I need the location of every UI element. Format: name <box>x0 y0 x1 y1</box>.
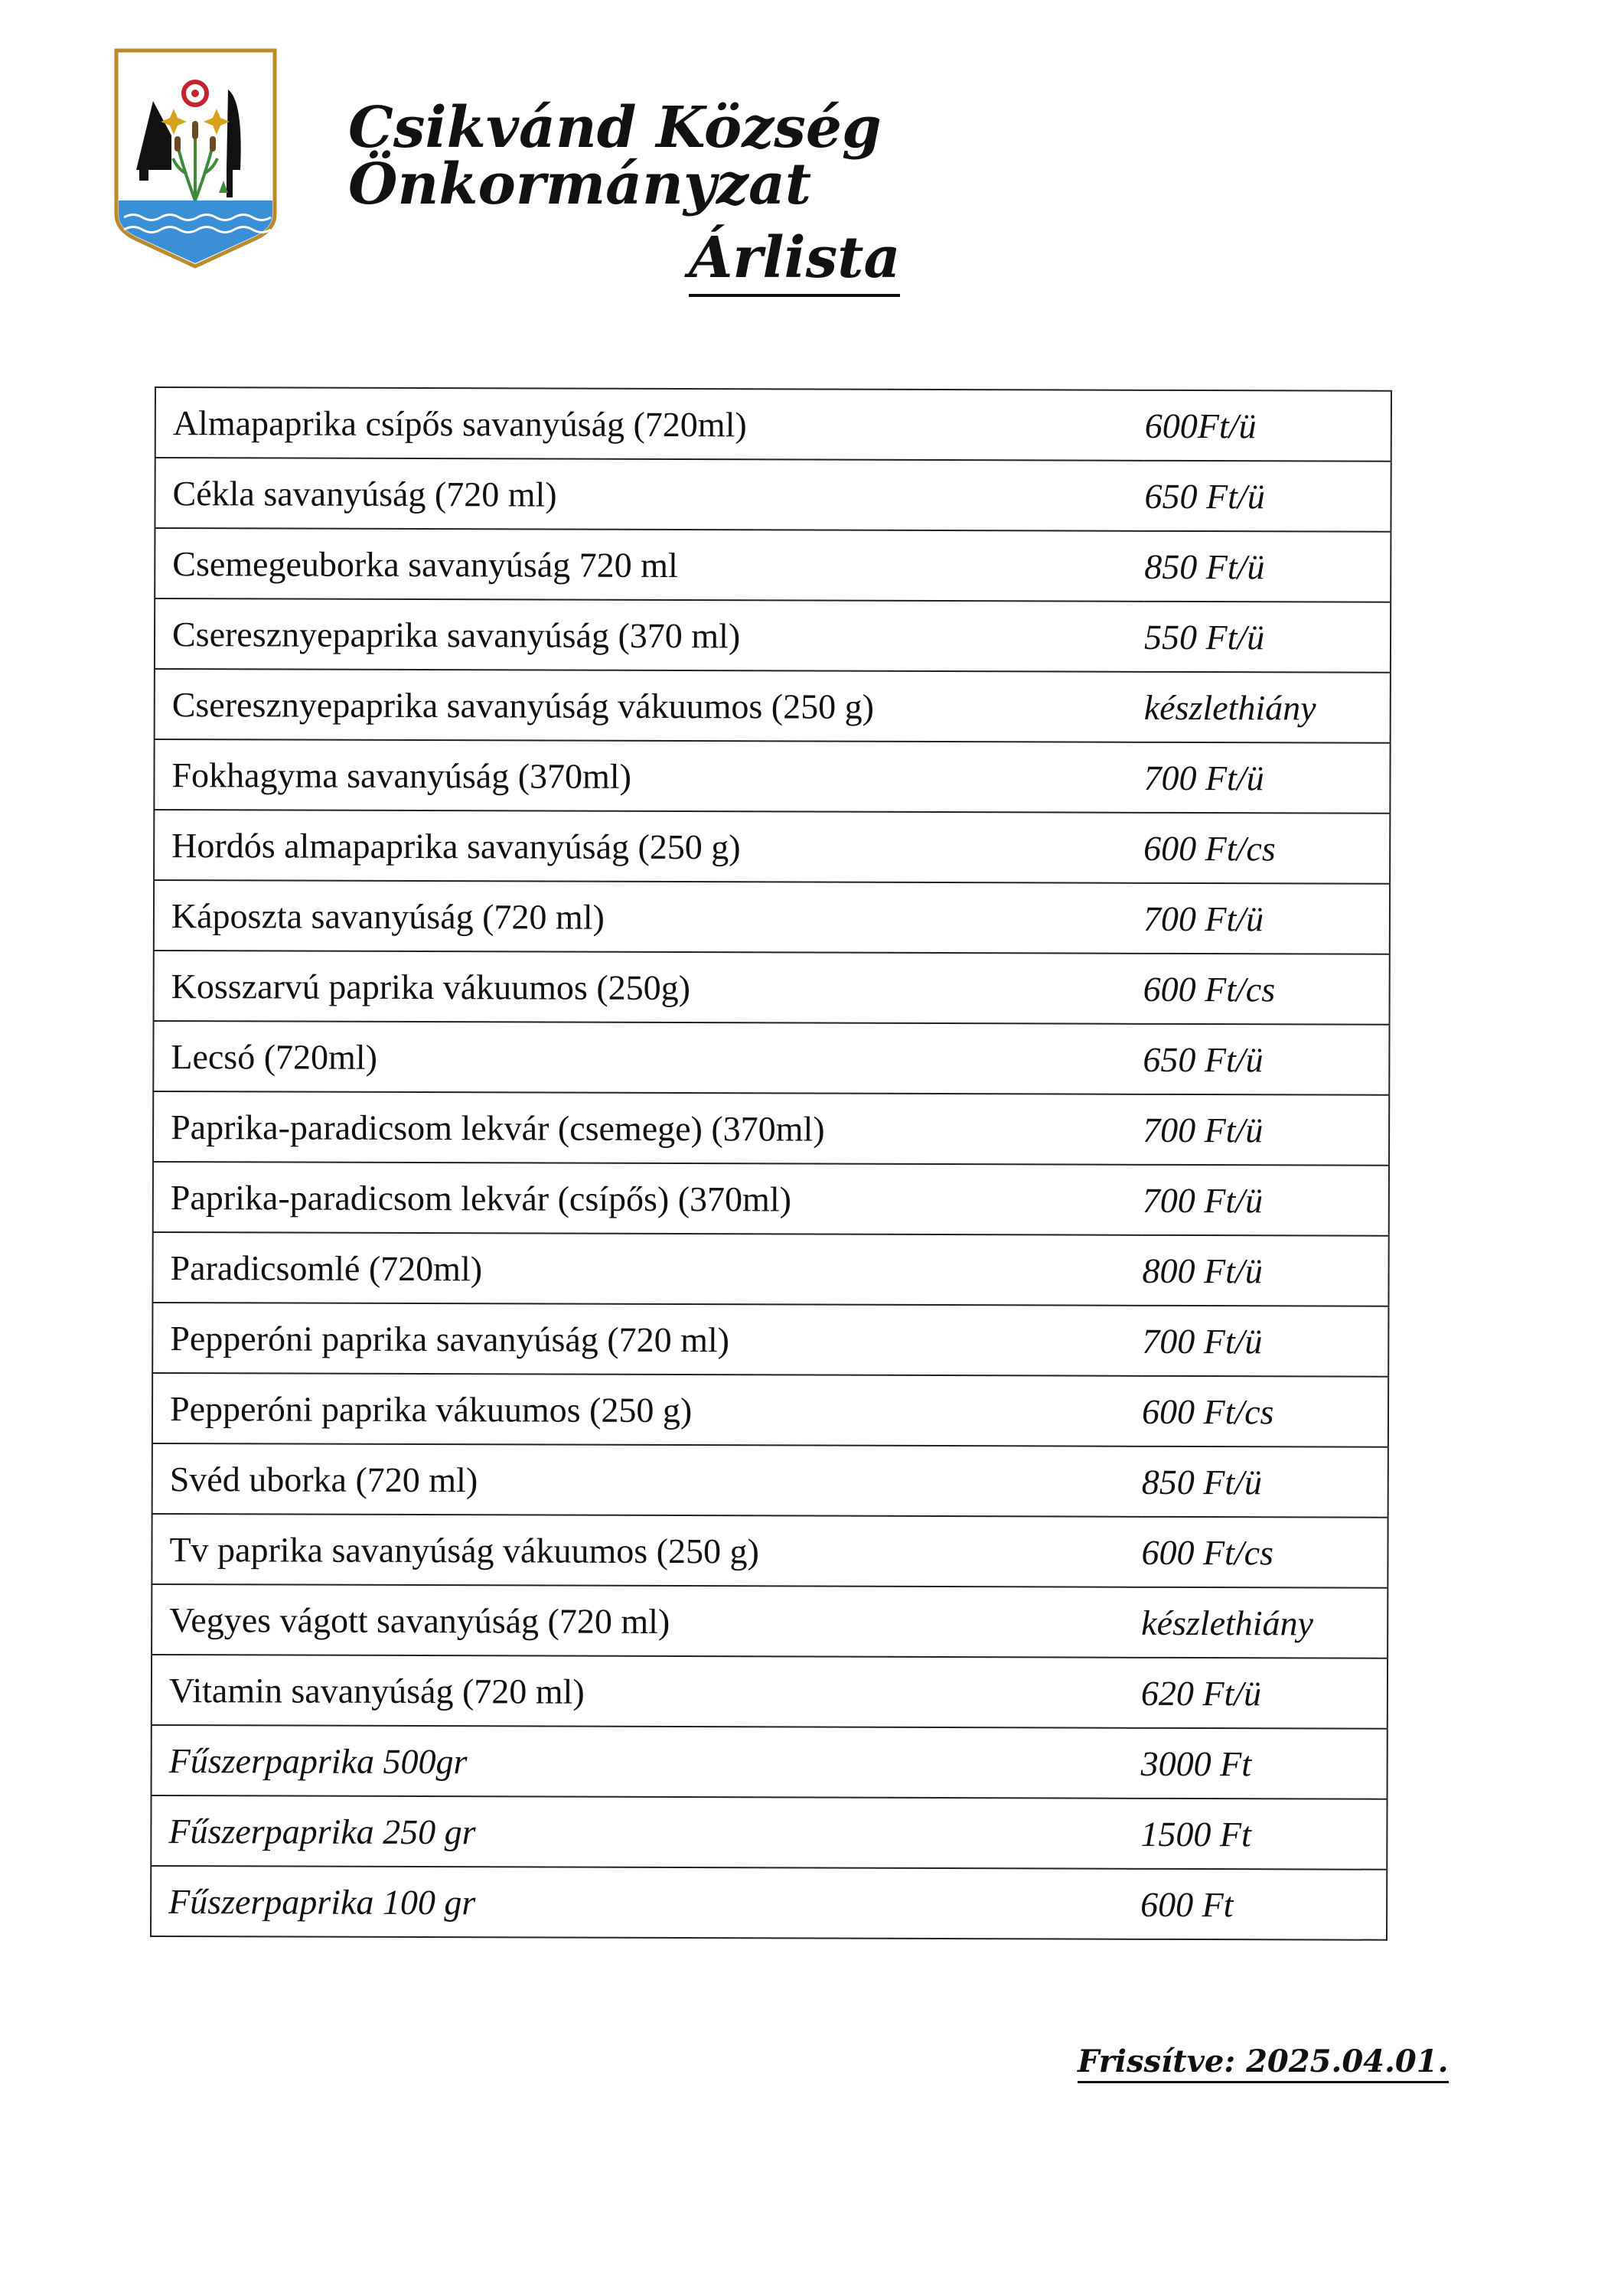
product-name: Fűszerpaprika 250 gr <box>151 1795 1140 1869</box>
product-price: 700 Ft/ü <box>1143 1094 1389 1166</box>
table-row <box>151 1866 1387 1940</box>
product-name: Kosszarvú paprika vákuumos (250g) <box>154 951 1143 1024</box>
table-row <box>152 1303 1388 1377</box>
product-name: Cseresznyepaprika savanyúság (370 ml) <box>155 598 1144 672</box>
product-name: Káposzta savanyúság (720 ml) <box>154 880 1143 954</box>
product-name: Paprika-paradicsom lekvár (csemege) (370ml) <box>153 1091 1143 1165</box>
product-name: Cseresznyepaprika savanyúság vákuumos (250 g) <box>155 669 1144 742</box>
product-price: 600 Ft/cs <box>1143 954 1390 1025</box>
product-price: 600 Ft/cs <box>1143 813 1390 884</box>
product-price: készlethiány <box>1144 672 1391 743</box>
document-title: Árlista <box>689 230 900 297</box>
product-price: 850 Ft/ü <box>1142 1446 1388 1518</box>
table-row <box>152 1584 1388 1658</box>
product-name: Vitamin savanyúság (720 ml) <box>152 1655 1141 1728</box>
updated-label: Frissítve: <box>1078 2043 1236 2079</box>
table-row <box>153 1021 1389 1095</box>
product-name: Paprika-paradicsom lekvár (csípős) (370ml) <box>153 1162 1143 1235</box>
table-row <box>155 598 1391 673</box>
product-price: 3000 Ft <box>1141 1728 1388 1799</box>
table-row <box>155 387 1391 461</box>
coat-of-arms-logo <box>113 47 278 269</box>
table-row <box>155 669 1391 743</box>
product-price: 850 Ft/ü <box>1144 531 1391 602</box>
table-row <box>152 1655 1388 1729</box>
product-name: Csemegeuborka savanyúság 720 ml <box>155 528 1144 602</box>
table-row <box>154 951 1390 1025</box>
table-row <box>152 1443 1388 1518</box>
product-price: 1500 Ft <box>1140 1799 1387 1870</box>
table-row <box>152 1514 1388 1588</box>
price-list-body <box>151 387 1391 1940</box>
table-row <box>152 1232 1388 1306</box>
product-price: 700 Ft/ü <box>1143 883 1390 954</box>
product-price: 700 Ft/ü <box>1143 1165 1389 1236</box>
product-price: 650 Ft/ü <box>1143 1024 1389 1095</box>
product-price: 800 Ft/ü <box>1142 1235 1388 1306</box>
product-price: készlethiány <box>1141 1587 1388 1658</box>
product-name: Svéd uborka (720 ml) <box>152 1443 1142 1517</box>
table-row <box>155 528 1391 602</box>
product-price: 600 Ft <box>1140 1869 1387 1940</box>
table-row <box>154 880 1390 954</box>
product-name: Fűszerpaprika 500gr <box>152 1725 1141 1799</box>
product-price: 700 Ft/ü <box>1143 742 1390 814</box>
product-name: Almapaprika csípős savanyúság (720ml) <box>155 387 1145 461</box>
product-price: 700 Ft/ü <box>1142 1306 1388 1377</box>
table-row <box>153 1162 1389 1236</box>
price-list-table <box>150 386 1392 1941</box>
table-row <box>153 1091 1389 1166</box>
product-price: 550 Ft/ü <box>1144 602 1391 673</box>
product-price: 650 Ft/ü <box>1144 461 1391 532</box>
product-name: Pepperóni paprika vákuumos (250 g) <box>152 1373 1142 1446</box>
product-name: Vegyes vágott savanyúság (720 ml) <box>152 1584 1141 1658</box>
product-name: Pepperóni paprika savanyúság (720 ml) <box>152 1303 1142 1376</box>
updated-date: 2025.04.01. <box>1246 2043 1449 2079</box>
product-name: Lecsó (720ml) <box>153 1021 1143 1094</box>
product-price: 600 Ft/cs <box>1142 1376 1388 1447</box>
product-price: 600Ft/ü <box>1145 390 1391 461</box>
product-price: 620 Ft/ü <box>1141 1658 1388 1729</box>
table-row <box>154 739 1390 814</box>
organization-title: Csikvánd Község Önkormányzat <box>348 95 882 217</box>
product-name: Fokhagyma savanyúság (370ml) <box>154 739 1143 813</box>
product-price: 600 Ft/cs <box>1141 1517 1388 1588</box>
product-name: Hordós almapaprika savanyúság (250 g) <box>154 810 1143 883</box>
table-row <box>155 458 1391 532</box>
product-name: Tv paprika savanyúság vákuumos (250 g) <box>152 1514 1141 1587</box>
product-name: Cékla savanyúság (720 ml) <box>155 458 1144 531</box>
table-row <box>154 810 1390 884</box>
table-row <box>151 1795 1387 1870</box>
table-row <box>152 1725 1388 1799</box>
product-name: Paradicsomlé (720ml) <box>152 1232 1142 1306</box>
product-name: Fűszerpaprika 100 gr <box>151 1866 1140 1939</box>
table-row <box>152 1373 1388 1447</box>
updated-date-line <box>1078 2043 1449 2083</box>
